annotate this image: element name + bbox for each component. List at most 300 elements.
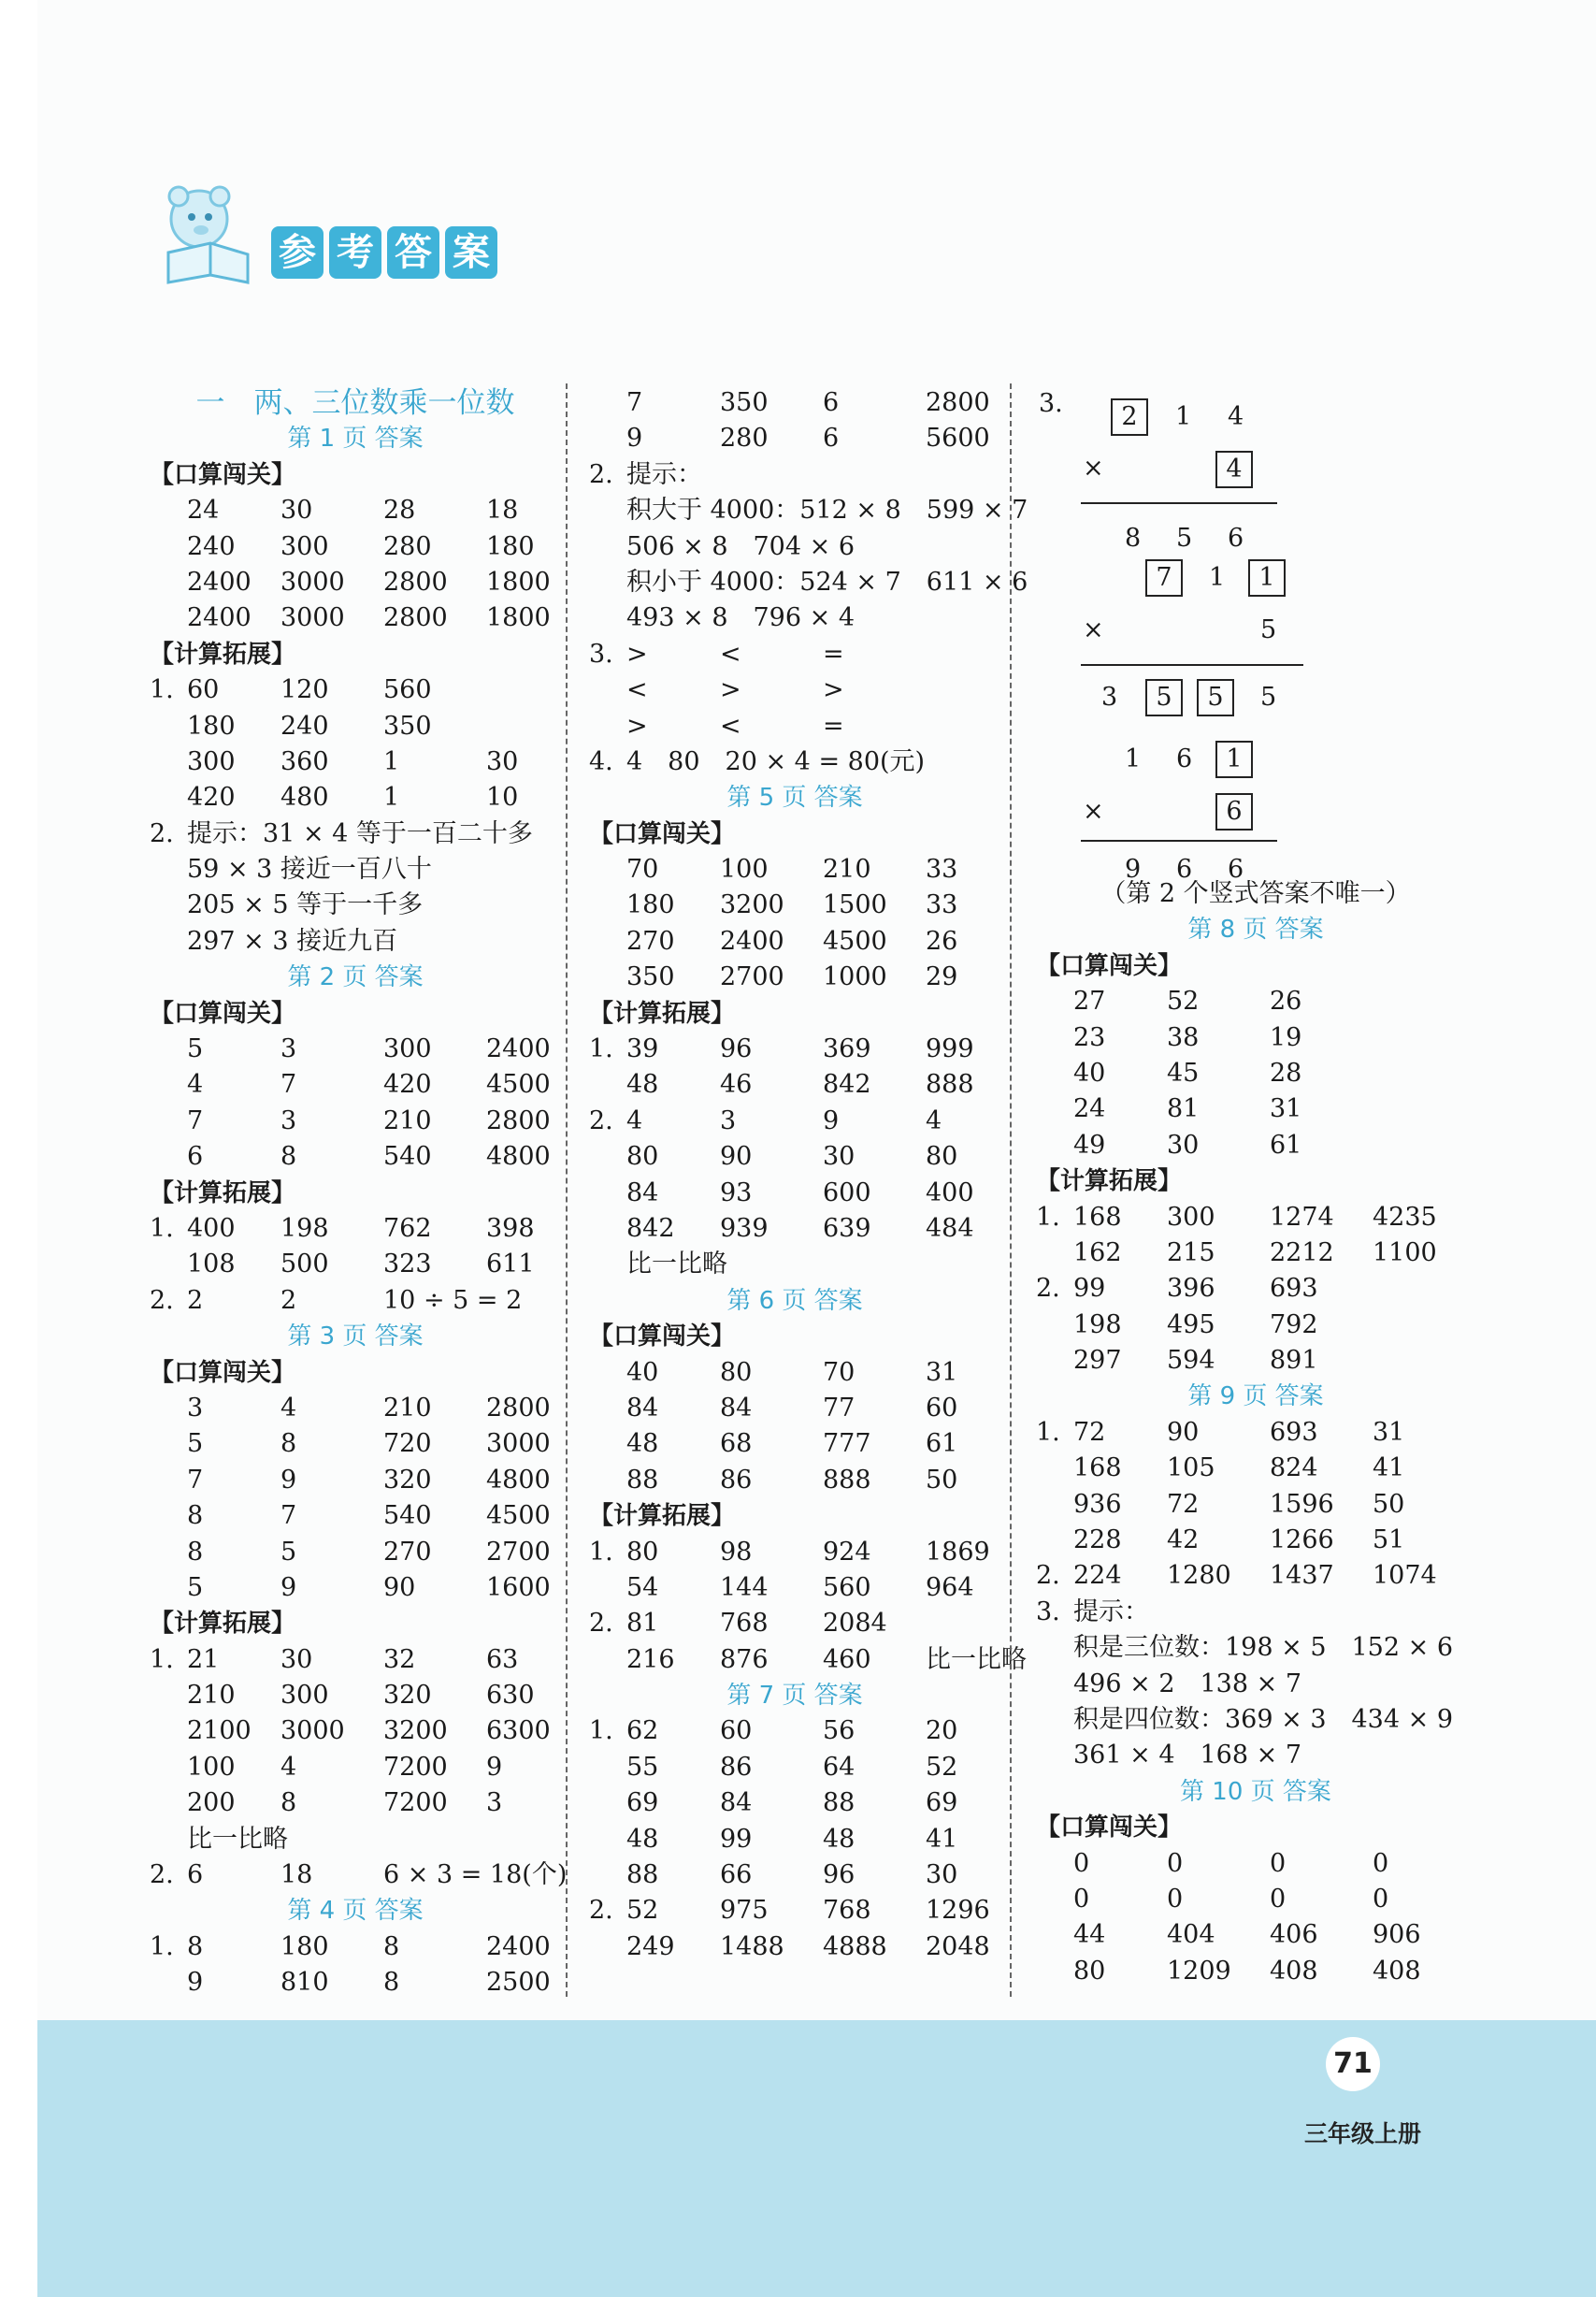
page-answer-heading: 第 10 页 答案 (1180, 1777, 1331, 1806)
answer-value: 210 (823, 855, 871, 885)
answer-value: 9 (486, 1752, 503, 1782)
answer-value: 4500 (486, 1070, 551, 1100)
answer-value: 31 (926, 1357, 958, 1387)
exercise-heading: 【计算拓展】 (150, 1178, 296, 1207)
answer-value: 408 (1373, 1956, 1421, 1986)
answer-row (1036, 1558, 1475, 1594)
answer-box: 2 (1111, 398, 1148, 436)
answer-value: 48 (626, 1429, 659, 1459)
answer-row (150, 1570, 561, 1606)
answer-value: 60 (720, 1716, 753, 1746)
answer-text (589, 600, 1000, 636)
answer-row (589, 1104, 1000, 1139)
answer-row (589, 1391, 1000, 1426)
vertical-multiplication (1036, 385, 1475, 884)
answer-value: 9 (626, 424, 643, 454)
answer-value: 0 (1373, 1848, 1389, 1878)
question-number: 2. (1036, 1274, 1060, 1304)
answer-value: 168 (1073, 1453, 1122, 1483)
answer-value: 3200 (383, 1716, 448, 1746)
answer-row (150, 529, 561, 565)
answer-value: 77 (823, 1393, 856, 1423)
answer-value: 80 (1073, 1956, 1106, 1986)
answer-value: 180 (486, 531, 535, 561)
answer-row (1036, 1128, 1475, 1163)
question-number: 1. (150, 1213, 174, 1243)
answer-value: 762 (383, 1213, 432, 1243)
page-answer-heading: 第 4 页 答案 (287, 1897, 424, 1926)
answer-value: 26 (1270, 987, 1302, 1017)
answer-text-content: 205 × 5 等于一千多 (187, 890, 424, 920)
answer-row (589, 1713, 1000, 1749)
answer-value: 924 (823, 1537, 871, 1567)
answer-value: 84 (626, 1393, 659, 1423)
answer-text (589, 744, 1000, 780)
answer-value: 1000 (823, 962, 887, 992)
answer-value: 2800 (383, 603, 448, 633)
answer-value: 72 (1073, 1417, 1106, 1447)
logo-title (271, 226, 497, 279)
answer-value: 41 (926, 1824, 958, 1854)
answer-value: 2800 (486, 1393, 551, 1423)
page-answer-heading: 第 1 页 答案 (287, 425, 424, 454)
answer-value: 21 (187, 1644, 220, 1674)
answer-value: 0 (1073, 1884, 1090, 1914)
answer-row (1036, 1307, 1475, 1343)
answer-value: 28 (1270, 1058, 1302, 1088)
answer-text-content: 4 80 20 × 4 = 80(元) (626, 746, 926, 776)
answer-value: 4500 (486, 1501, 551, 1531)
answer-value: 62 (626, 1716, 659, 1746)
answer-value: 5600 (926, 424, 990, 454)
answer-value: 5 (280, 1537, 297, 1567)
question-number: 1. (150, 675, 174, 705)
answer-value: 300 (280, 1681, 329, 1711)
answer-value: 20 (926, 1716, 958, 1746)
answer-value: > (626, 639, 648, 669)
column-right (1036, 876, 1475, 1989)
answer-value: 2500 (486, 1968, 551, 1998)
answer-row (589, 672, 1000, 708)
answer-value: 611 (486, 1250, 535, 1279)
answer-value: 198 (1073, 1309, 1122, 1339)
answer-row (150, 1426, 561, 1462)
answer-row (589, 1893, 1000, 1929)
answer-value: 比一比略 (926, 1644, 1027, 1674)
answer-value: 2400 (187, 567, 252, 597)
answer-row (1036, 1056, 1475, 1091)
answer-row (589, 1606, 1000, 1641)
answer-value: 84 (720, 1393, 753, 1423)
question-number: 3. (1036, 1596, 1060, 1626)
answer-value: 64 (823, 1752, 856, 1782)
answer-value: 768 (823, 1896, 871, 1926)
answer-value: 10 (486, 783, 519, 813)
answer-value: 3 (486, 1788, 503, 1818)
answer-value: 1488 (720, 1931, 784, 1961)
question-number: 3. (589, 639, 613, 669)
answer-text (1036, 1738, 1475, 1773)
answer-row (1036, 1091, 1475, 1127)
answer-value: 400 (187, 1213, 236, 1243)
answer-text-content: 比一比略 (187, 1824, 288, 1854)
answer-value: 639 (823, 1213, 871, 1243)
answer-value: 2400 (486, 1931, 551, 1961)
answer-value: 320 (383, 1681, 432, 1711)
answer-value: 1266 (1270, 1525, 1334, 1555)
answer-row (150, 1642, 561, 1678)
answer-row (589, 421, 1000, 456)
digit: 3 (1101, 683, 1118, 712)
answer-box: 5 (1145, 679, 1183, 716)
answer-text-content: 提示： (626, 459, 702, 489)
answer-value: 939 (720, 1213, 769, 1243)
question-number: 1. (589, 1716, 613, 1746)
answer-value: 80 (626, 1537, 659, 1567)
answer-row (589, 1463, 1000, 1498)
answer-row (1036, 1271, 1475, 1307)
answer-value: 350 (720, 388, 769, 417)
answer-value: 500 (280, 1250, 329, 1279)
answer-value: 66 (720, 1860, 753, 1890)
answer-row (1036, 1917, 1475, 1953)
answer-value: 300 (1167, 1202, 1215, 1232)
exercise-heading: 【口算闯关】 (150, 999, 296, 1028)
answer-value: 63 (486, 1644, 519, 1674)
answer-value: 88 (823, 1788, 856, 1818)
answer-value: 300 (187, 746, 236, 776)
page-answer-heading: 第 3 页 答案 (287, 1322, 424, 1351)
answer-value: 2212 (1270, 1237, 1334, 1267)
page-answer-heading: 第 6 页 答案 (726, 1286, 863, 1315)
question-number: 2. (150, 1285, 174, 1315)
answer-text-content: 提示： (1073, 1596, 1149, 1626)
answer-text (589, 1247, 1000, 1282)
answer-text-content: 493 × 8 796 × 4 (626, 603, 856, 633)
answer-value: 891 (1270, 1346, 1318, 1376)
answer-value: 4 (926, 1105, 942, 1135)
answer-row (589, 1570, 1000, 1606)
answer-value: 404 (1167, 1920, 1215, 1950)
answer-value: 4235 (1373, 1202, 1437, 1232)
answer-value: 30 (486, 746, 519, 776)
page-answer-heading: 第 8 页 答案 (1187, 916, 1324, 945)
answer-value: 1 (383, 783, 400, 813)
answer-value: 8 (383, 1968, 400, 1998)
answer-box: 1 (1248, 559, 1286, 597)
answer-value: 93 (720, 1177, 753, 1207)
answer-value: 4500 (823, 926, 887, 956)
answer-value: 1437 (1270, 1561, 1334, 1591)
answer-value: 7200 (383, 1752, 448, 1782)
answer-value: 2 (280, 1285, 297, 1315)
answer-value: 3000 (280, 1716, 345, 1746)
answer-row (1036, 984, 1475, 1019)
exercise-heading: 【口算闯关】 (150, 1358, 296, 1387)
answer-value: 270 (383, 1537, 432, 1567)
answer-value: 84 (720, 1788, 753, 1818)
answer-row (150, 1929, 561, 1965)
answer-row (589, 960, 1000, 995)
answer-value: 0 (1073, 1848, 1090, 1878)
answer-value: 80 (720, 1357, 753, 1387)
digit: 9 (1125, 855, 1142, 884)
answer-value: 55 (626, 1752, 659, 1782)
answer-value: 300 (383, 1034, 432, 1064)
answer-value: 2400 (720, 926, 784, 956)
answer-value: 30 (280, 1644, 313, 1674)
answer-value: 1074 (1373, 1561, 1437, 1591)
answer-value: 560 (823, 1572, 871, 1602)
answer-value: 19 (1270, 1022, 1302, 1052)
answer-value: 7 (187, 1105, 204, 1135)
answer-value: 936 (1073, 1489, 1122, 1519)
answer-value: 406 (1270, 1920, 1318, 1950)
answer-row (150, 1283, 561, 1319)
answer-row (150, 1713, 561, 1749)
answer-value: 28 (383, 496, 416, 526)
digit: 8 (1125, 524, 1142, 553)
answer-value: 1296 (926, 1896, 990, 1926)
answer-value: 168 (1073, 1202, 1122, 1232)
answer-value: 0 (1270, 1884, 1287, 1914)
answer-value: 2800 (383, 567, 448, 597)
answer-value: < (626, 675, 648, 705)
answer-value: 3 (187, 1393, 204, 1423)
answer-value: 31 (1373, 1417, 1405, 1447)
answer-value: 24 (1073, 1094, 1106, 1124)
answer-text-content: 361 × 4 168 × 7 (1073, 1741, 1302, 1770)
answer-value: 99 (720, 1824, 753, 1854)
answer-value: 2800 (486, 1105, 551, 1135)
answer-text (150, 1822, 561, 1857)
answer-value: 2700 (720, 962, 784, 992)
exercise-heading: 【口算闯关】 (589, 819, 736, 848)
answer-value: 888 (823, 1465, 871, 1495)
question-number: 2. (589, 1896, 613, 1926)
question-number: 1. (589, 1537, 613, 1567)
digit: 1 (1209, 563, 1226, 592)
answer-box: 5 (1197, 679, 1234, 716)
logo-title-char: 案 (445, 226, 497, 279)
answer-text: （第 2 个竖式答案不唯一） (1100, 879, 1411, 908)
question-number: 2. (1036, 1561, 1060, 1591)
page-number: 71 (1326, 2037, 1380, 2091)
answer-value: 906 (1373, 1920, 1421, 1950)
answer-row (589, 888, 1000, 923)
answer-value: 768 (720, 1609, 769, 1639)
answer-value: 100 (720, 855, 769, 885)
answer-value: 0 (1373, 1884, 1389, 1914)
bear-reading-icon (154, 178, 266, 290)
answer-row (589, 1642, 1027, 1678)
answer-value: 24 (187, 496, 220, 526)
answer-value: 1500 (823, 890, 887, 920)
answer-text (1036, 1595, 1475, 1630)
answer-value: 9 (823, 1105, 840, 1135)
answer-value: 4 (187, 1070, 204, 1100)
answer-row (1036, 1487, 1475, 1523)
answer-value: 32 (383, 1644, 416, 1674)
answer-value: 2048 (926, 1931, 990, 1961)
question-number: 2. (589, 1105, 613, 1135)
answer-row (150, 1750, 561, 1785)
answer-value: 975 (720, 1896, 769, 1926)
answer-value: 38 (1167, 1022, 1200, 1052)
answer-value: 5 (187, 1034, 204, 1064)
answer-value: 51 (1373, 1525, 1405, 1555)
answer-value: 5 (187, 1429, 204, 1459)
answer-text (1036, 1702, 1475, 1738)
answer-row (1036, 1523, 1475, 1558)
answer-value: 48 (823, 1824, 856, 1854)
page-answer-heading: 第 9 页 答案 (1187, 1382, 1324, 1411)
answer-text-content: 积是四位数：369 × 3 434 × 9 (1073, 1704, 1454, 1734)
answer-value: 18 (280, 1860, 313, 1890)
answer-row (150, 1139, 561, 1175)
answer-value: 26 (926, 926, 958, 956)
answer-value: 29 (926, 962, 958, 992)
digit: 4 (1228, 402, 1244, 431)
grade-label: 三年级上册 (1304, 2120, 1422, 2147)
answer-value: 88 (626, 1860, 659, 1890)
answer-value: 1800 (486, 567, 551, 597)
answer-row (150, 1104, 561, 1139)
answer-row (589, 1032, 1000, 1067)
answer-value: 693 (1270, 1274, 1318, 1304)
answer-value: 27 (1073, 987, 1106, 1017)
answer-value: 210 (383, 1105, 432, 1135)
exercise-heading: 【计算拓展】 (150, 640, 296, 669)
answer-row (150, 600, 561, 636)
answer-value: 30 (1167, 1130, 1200, 1160)
answer-text (150, 924, 561, 960)
question-number: 1. (150, 1644, 174, 1674)
answer-value: 4800 (486, 1465, 551, 1495)
answer-value: 240 (280, 711, 329, 741)
answer-text-content: 积小于 4000：524 × 7 611 × 6 (626, 567, 1028, 597)
answer-value: 810 (280, 1968, 329, 1998)
digit: 1 (1175, 402, 1192, 431)
answer-value: 60 (926, 1393, 958, 1423)
logo-title-char: 答 (387, 226, 439, 279)
answer-value: 3000 (280, 603, 345, 633)
digit: 5 (1260, 683, 1277, 712)
answer-row (589, 1857, 1000, 1893)
question-number: 1. (1036, 1417, 1060, 1447)
answer-value: 824 (1270, 1453, 1318, 1483)
answer-text-content: 积大于 4000：512 × 8 599 × 7 (626, 496, 1028, 526)
answer-value: 6 (823, 388, 840, 417)
answer-value: 70 (823, 1357, 856, 1387)
answer-row (589, 1355, 1000, 1391)
question-number: 3. (1039, 389, 1063, 418)
answer-row (150, 1857, 568, 1893)
answer-value: 1100 (1373, 1237, 1437, 1267)
answer-row (150, 1247, 561, 1282)
logo-title-char: 考 (329, 226, 381, 279)
answer-row (150, 493, 561, 528)
answer-row (589, 1750, 1000, 1785)
answer-value: 240 (187, 531, 236, 561)
answer-row (589, 1067, 1000, 1103)
exercise-heading: 【计算拓展】 (589, 999, 736, 1028)
exercise-heading: 【口算闯关】 (150, 460, 296, 489)
digit: 5 (1176, 524, 1193, 553)
answer-value: 2400 (187, 603, 252, 633)
answer-text (150, 852, 561, 888)
answer-value: 84 (626, 1177, 659, 1207)
digit: 5 (1260, 615, 1277, 644)
answer-value: 480 (280, 783, 329, 813)
answer-value: 8 (187, 1931, 204, 1961)
answer-row (1036, 1846, 1475, 1882)
answer-value: 61 (1270, 1130, 1302, 1160)
answer-box: 7 (1145, 559, 1183, 597)
answer-value: 842 (626, 1213, 675, 1243)
answer-value: 70 (626, 855, 659, 885)
answer-value: 1600 (486, 1572, 551, 1602)
answer-row (150, 565, 561, 600)
answer-row (589, 1785, 1000, 1821)
digit: 6 (1176, 744, 1193, 773)
answer-value: 6 (187, 1142, 204, 1172)
answer-value: 0 (1167, 1848, 1184, 1878)
exercise-heading: 【口算闯关】 (589, 1322, 736, 1351)
answer-value: 42 (1167, 1525, 1200, 1555)
answer-value: 540 (383, 1501, 432, 1531)
answer-value: 4 (280, 1393, 297, 1423)
answer-value: 8 (280, 1429, 297, 1459)
question-number: 2. (589, 1609, 613, 1639)
answer-value: 228 (1073, 1525, 1122, 1555)
question-number: 2. (150, 1860, 174, 1890)
answer-value: 144 (720, 1572, 769, 1602)
answer-value: 630 (486, 1681, 535, 1711)
answer-value: 8 (280, 1142, 297, 1172)
answer-value: 9 (187, 1968, 204, 1998)
answer-value: 249 (626, 1931, 675, 1961)
answer-value: 30 (823, 1142, 856, 1172)
answer-value: 4 (626, 1105, 643, 1135)
answer-value: 3000 (280, 567, 345, 597)
answer-row (589, 385, 1000, 421)
answer-value: 96 (823, 1860, 856, 1890)
answer-row (589, 924, 1000, 960)
answer-value: 105 (1167, 1453, 1215, 1483)
answer-value: 180 (187, 711, 236, 741)
answer-value: 1280 (1167, 1561, 1231, 1591)
rule-line (1081, 840, 1277, 842)
answer-row (1036, 1343, 1475, 1379)
answer-row (589, 1211, 1000, 1247)
exercise-heading: 【计算拓展】 (589, 1502, 736, 1531)
times-sign: × (1083, 454, 1104, 483)
exercise-heading: 【口算闯关】 (1036, 1813, 1183, 1842)
answer-value: 300 (280, 531, 329, 561)
answer-row (589, 637, 1000, 672)
column-left (150, 385, 568, 2001)
answer-row (150, 1463, 561, 1498)
answer-row (1036, 1020, 1475, 1056)
answer-text-content: 59 × 3 接近一百八十 (187, 855, 432, 885)
answer-value: 4 (280, 1752, 297, 1782)
answer-value: 7 (626, 388, 643, 417)
answer-value: 30 (926, 1860, 958, 1890)
column-middle (589, 385, 1028, 1965)
answer-text-content: 496 × 2 138 × 7 (1073, 1669, 1302, 1698)
answer-row (150, 672, 561, 708)
